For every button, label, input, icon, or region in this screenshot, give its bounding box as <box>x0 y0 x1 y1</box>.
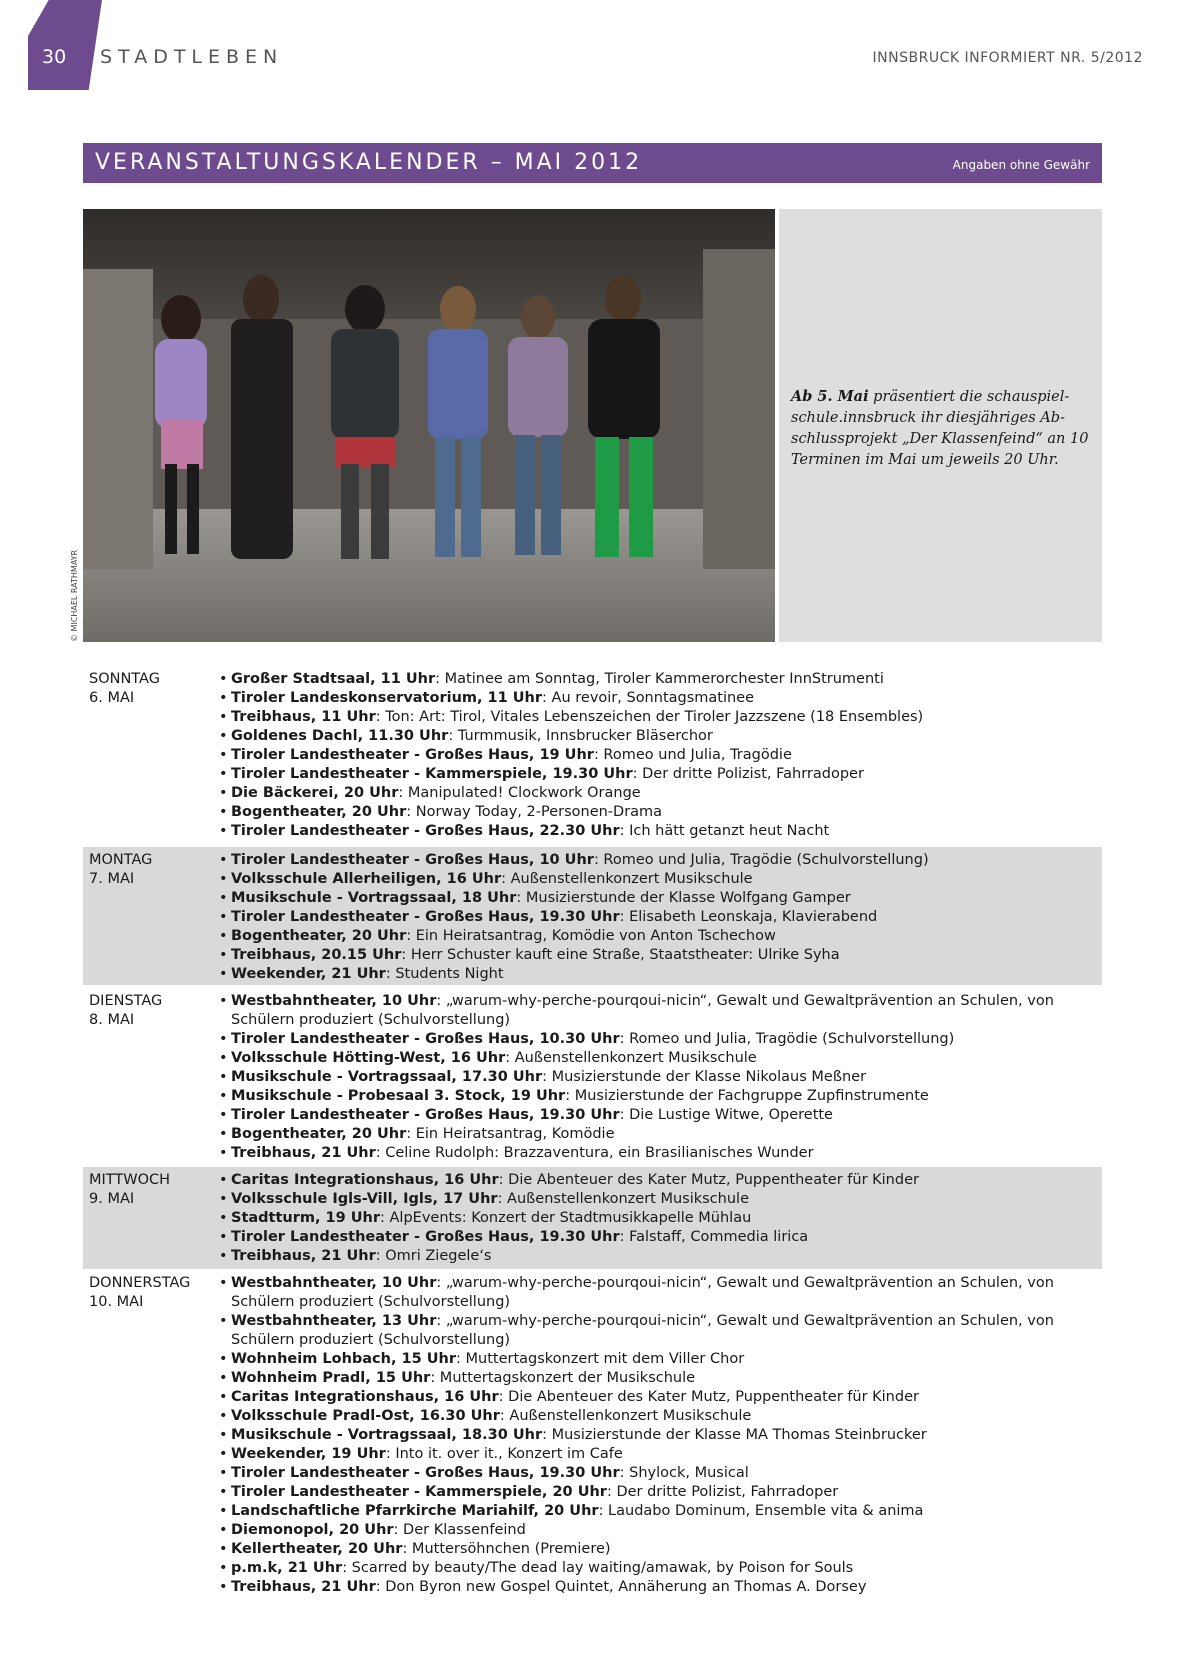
event-item <box>219 1445 1079 1464</box>
event-place: Volksschule Hötting-West, 16 Uhr <box>231 1050 506 1066</box>
event-desc: : Außenstellenkonzert Musikschule <box>501 871 753 887</box>
event-item <box>219 1144 1079 1163</box>
weekday: MITTWOCH <box>89 1172 171 1188</box>
day-label <box>89 1274 190 1312</box>
day-label <box>89 851 152 889</box>
event-desc: : Der dritte Polizist, Fahrradoper <box>606 1484 839 1500</box>
event-place: Die Bäckerei, 20 Uhr <box>231 785 399 801</box>
event-place: Tiroler Landestheater - Großes Haus, 19 Uhr <box>231 747 594 763</box>
event-item <box>219 1274 1079 1312</box>
event-place: Musikschule - Probesaal 3. Stock, 19 Uhr <box>231 1088 566 1104</box>
event-item <box>219 670 1079 689</box>
event-item <box>219 889 1079 908</box>
day-row-mittwoch <box>83 1167 1102 1269</box>
event-desc: : Muttertagskonzert mit dem Viller Chor <box>456 1351 745 1367</box>
event-place: Wohnheim Pradl, 15 Uhr <box>231 1370 431 1386</box>
photo-caption <box>791 386 1091 471</box>
event-desc: : Ich hätt getanzt heut Nacht <box>619 823 830 839</box>
event-item <box>219 870 1079 889</box>
event-place: Stadtturm, 19 Uhr <box>231 1210 381 1226</box>
page-number: 30 <box>42 46 67 68</box>
event-item <box>219 1247 1079 1266</box>
event-desc: : „warum-why-perche-pourqoui-nicin“, Gewalt und Gewaltprävention an Schulen, von Schülern produziert (Schulvorstellung) <box>231 1313 1054 1348</box>
date: 9. MAI <box>89 1191 135 1207</box>
event-item <box>219 992 1079 1030</box>
event-place: Tiroler Landestheater - Kammerspiele, 19.30 Uhr <box>231 766 633 782</box>
event-item <box>219 1407 1079 1426</box>
event-desc: : Romeo und Julia, Tragödie <box>593 747 792 763</box>
event-item <box>219 1030 1079 1049</box>
day-label <box>89 670 160 708</box>
event-place: Bogentheater, 20 Uhr <box>231 804 407 820</box>
group-photo-illustration <box>83 209 775 642</box>
event-list <box>219 851 1079 984</box>
event-item <box>219 822 1079 841</box>
event-place: p.m.k, 21 Uhr <box>231 1560 343 1576</box>
event-item <box>219 946 1079 965</box>
event-desc: : Elisabeth Leonskaja, Klavierabend <box>619 909 878 925</box>
event-item <box>219 1426 1079 1445</box>
event-desc: : Norway Today, 2-Personen-Drama <box>406 804 663 820</box>
event-desc: : Into it. over it., Konzert im Cafe <box>385 1446 623 1462</box>
event-place: Tiroler Landestheater - Kammerspiele, 20 Uhr <box>231 1484 607 1500</box>
event-place: Westbahntheater, 10 Uhr <box>231 1275 437 1291</box>
event-desc: : Die Abenteuer des Kater Mutz, Puppentheater für Kinder <box>498 1389 919 1405</box>
event-desc: : Musizierstunde der Klasse Wolfgang Gamper <box>516 890 851 906</box>
event-place: Treibhaus, 21 Uhr <box>231 1145 376 1161</box>
event-place: Treibhaus, 20.15 Uhr <box>231 947 402 963</box>
event-item <box>219 689 1079 708</box>
event-place: Treibhaus, 21 Uhr <box>231 1579 376 1595</box>
event-item <box>219 1521 1079 1540</box>
event-desc: : Außenstellenkonzert Musikschule <box>499 1408 752 1424</box>
event-desc: : Falstaff, Commedia lirica <box>619 1229 809 1245</box>
event-desc: : Ein Heiratsantrag, Komödie <box>406 1126 615 1142</box>
event-desc: : Die Lustige Witwe, Operette <box>619 1107 833 1123</box>
event-item <box>219 727 1079 746</box>
event-item <box>219 803 1079 822</box>
event-item <box>219 1228 1079 1247</box>
event-desc: : Students Night <box>385 966 504 982</box>
event-place: Wohnheim Lohbach, 15 Uhr <box>231 1351 457 1367</box>
event-desc: : Celine Rudolph: Brazzaventura, ein Brasilianisches Wunder <box>375 1145 814 1161</box>
event-item <box>219 1312 1079 1350</box>
event-desc: : Die Abenteuer des Kater Mutz, Puppentheater für Kinder <box>498 1172 919 1188</box>
event-item <box>219 1049 1079 1068</box>
event-place: Volksschule Allerheiligen, 16 Uhr <box>231 871 502 887</box>
event-item <box>219 965 1079 984</box>
event-place: Bogentheater, 20 Uhr <box>231 928 407 944</box>
event-place: Landschaftliche Pfarrkirche Mariahilf, 20 Uhr <box>231 1503 599 1519</box>
event-desc: : Shylock, Musical <box>619 1465 749 1481</box>
event-desc: : Au revoir, Sonntagsmatinee <box>542 690 755 706</box>
event-place: Tiroler Landestheater - Großes Haus, 19.30 Uhr <box>231 1229 620 1245</box>
event-place: Kellertheater, 20 Uhr <box>231 1541 403 1557</box>
event-desc: : Der dritte Polizist, Fahrradoper <box>632 766 864 782</box>
event-place: Musikschule - Vortragssaal, 17.30 Uhr <box>231 1069 543 1085</box>
event-item <box>219 784 1079 803</box>
event-item <box>219 1190 1079 1209</box>
event-place: Tiroler Landestheater - Großes Haus, 19.30 Uhr <box>231 1465 620 1481</box>
calendar-title: VERANSTALTUNGSKALENDER – MAI 2012 <box>95 150 643 175</box>
event-desc: : „warum-why-perche-pourqoui-nicin“, Gewalt und Gewaltprävention an Schulen, von Schülern produziert (Schulvorstellung) <box>231 1275 1054 1310</box>
event-desc: : Turmmusik, Innsbrucker Bläserchor <box>448 728 713 744</box>
caption-text: präsentiert die schauspiel-schule.innsbruck ihr diesjähriges Ab-schlussprojekt „Der Klassenfeind“ an 10 Terminen im Mai um jeweils 20 Uhr. <box>791 389 1089 468</box>
event-item <box>219 708 1079 727</box>
photo-credit: © MICHAEL RATHMAYR <box>70 549 79 642</box>
event-place: Caritas Integrationshaus, 16 Uhr <box>231 1389 499 1405</box>
event-item <box>219 1171 1079 1190</box>
event-desc: : Don Byron new Gospel Quintet, Annäherung an Thomas A. Dorsey <box>375 1579 867 1595</box>
event-place: Treibhaus, 11 Uhr <box>231 709 376 725</box>
event-item <box>219 1483 1079 1502</box>
event-desc: : Außenstellenkonzert Musikschule <box>497 1191 749 1207</box>
event-desc: : AlpEvents: Konzert der Stadtmusikkapelle Mühlau <box>380 1210 752 1226</box>
event-place: Tiroler Landestheater - Großes Haus, 22.30 Uhr <box>231 823 620 839</box>
event-item <box>219 1106 1079 1125</box>
event-item <box>219 1125 1079 1144</box>
event-desc: : Ton: Art: Tirol, Vitales Lebenszeichen der Tiroler Jazzszene (18 Ensembles) <box>375 709 924 725</box>
event-place: Tiroler Landestheater - Großes Haus, 10.30 Uhr <box>231 1031 620 1047</box>
event-item <box>219 1578 1079 1597</box>
event-list <box>219 1274 1079 1597</box>
event-item <box>219 1350 1079 1369</box>
event-desc: : Matinee am Sonntag, Tiroler Kammerorchester InnStrumenti <box>435 671 884 687</box>
event-item <box>219 1559 1079 1578</box>
event-place: Goldenes Dachl, 11.30 Uhr <box>231 728 449 744</box>
event-desc: : Manipulated! Clockwork Orange <box>398 785 641 801</box>
disclaimer-note: Angaben ohne Gewähr <box>952 158 1090 172</box>
date: 10. MAI <box>89 1294 144 1310</box>
section-title: STADTLEBEN <box>100 46 284 68</box>
event-place: Musikschule - Vortragssaal, 18 Uhr <box>231 890 517 906</box>
event-place: Musikschule - Vortragssaal, 18.30 Uhr <box>231 1427 543 1443</box>
date: 8. MAI <box>89 1012 135 1028</box>
event-place: Großer Stadtsaal, 11 Uhr <box>231 671 436 687</box>
event-desc: : Ein Heiratsantrag, Komödie von Anton Tschechow <box>406 928 776 944</box>
event-desc: : Musizierstunde der Fachgruppe Zupfinstrumente <box>565 1088 929 1104</box>
event-item <box>219 1502 1079 1521</box>
event-item <box>219 746 1079 765</box>
event-desc: : Omri Ziegele‘s <box>375 1248 492 1264</box>
event-desc: : Herr Schuster kauft eine Straße, Staatstheater: Ulrike Syha <box>401 947 840 963</box>
event-item <box>219 1068 1079 1087</box>
event-desc: : Musizierstunde der Klasse Nikolaus Meßner <box>542 1069 867 1085</box>
event-desc: : Romeo und Julia, Tragödie (Schulvorstellung) <box>619 1031 955 1047</box>
event-place: Bogentheater, 20 Uhr <box>231 1126 407 1142</box>
event-desc: : Muttertagskonzert der Musikschule <box>430 1370 696 1386</box>
event-desc: : „warum-why-perche-pourqoui-nicin“, Gewalt und Gewaltprävention an Schulen, von Schülern produziert (Schulvorstellung) <box>231 993 1054 1028</box>
event-place: Diemonopol, 20 Uhr <box>231 1522 394 1538</box>
event-place: Westbahntheater, 10 Uhr <box>231 993 437 1009</box>
event-item <box>219 1464 1079 1483</box>
event-place: Volksschule Pradl-Ost, 16.30 Uhr <box>231 1408 500 1424</box>
event-item <box>219 851 1079 870</box>
day-label <box>89 1171 170 1209</box>
day-row-donnerstag <box>83 1274 1102 1620</box>
day-row-montag <box>83 847 1102 985</box>
event-desc: : Musizierstunde der Klasse MA Thomas Steinbrucker <box>542 1427 927 1443</box>
event-item <box>219 1388 1079 1407</box>
event-place: Treibhaus, 21 Uhr <box>231 1248 376 1264</box>
event-item <box>219 1369 1079 1388</box>
issue-label: INNSBRUCK INFORMIERT NR. 5/2012 <box>872 50 1143 66</box>
event-item <box>219 765 1079 784</box>
day-row-dienstag <box>83 992 1102 1164</box>
event-item <box>219 1209 1079 1228</box>
weekday: DIENSTAG <box>89 993 163 1009</box>
group-photo <box>83 209 775 642</box>
day-label <box>89 992 162 1030</box>
weekday: DONNERSTAG <box>89 1275 191 1291</box>
event-place: Volksschule Igls-Vill, Igls, 17 Uhr <box>231 1191 498 1207</box>
page-number-tab <box>28 0 102 90</box>
event-desc: : Laudabo Dominum, Ensemble vita & anima <box>598 1503 924 1519</box>
event-place: Tiroler Landestheater - Großes Haus, 19.30 Uhr <box>231 1107 620 1123</box>
event-place: Tiroler Landestheater - Großes Haus, 19.30 Uhr <box>231 909 620 925</box>
event-desc: : Außenstellenkonzert Musikschule <box>505 1050 757 1066</box>
date: 7. MAI <box>89 871 135 887</box>
event-item <box>219 1087 1079 1106</box>
event-item <box>219 908 1079 927</box>
event-place: Tiroler Landestheater - Großes Haus, 10 Uhr <box>231 852 594 868</box>
event-item <box>219 927 1079 946</box>
event-place: Westbahntheater, 13 Uhr <box>231 1313 437 1329</box>
caption-box <box>779 209 1102 642</box>
date: 6. MAI <box>89 690 135 706</box>
event-desc: : Scarred by beauty/The dead lay waiting/amawak, by Poison for Souls <box>342 1560 854 1576</box>
calendar-banner <box>83 143 1102 183</box>
event-desc: : Romeo und Julia, Tragödie (Schulvorstellung) <box>593 852 929 868</box>
event-item <box>219 1540 1079 1559</box>
day-row-sonntag <box>83 670 1102 842</box>
event-desc: : Muttersöhnchen (Premiere) <box>402 1541 611 1557</box>
event-place: Weekender, 21 Uhr <box>231 966 386 982</box>
caption-lead: Ab 5. Mai <box>791 388 869 405</box>
event-list <box>219 992 1079 1163</box>
event-place: Tiroler Landeskonservatorium, 11 Uhr <box>231 690 543 706</box>
weekday: SONNTAG <box>89 671 160 687</box>
event-place: Weekender, 19 Uhr <box>231 1446 386 1462</box>
event-list <box>219 1171 1079 1266</box>
event-desc: : Der Klassenfeind <box>393 1522 526 1538</box>
event-place: Caritas Integrationshaus, 16 Uhr <box>231 1172 499 1188</box>
event-list <box>219 670 1079 841</box>
weekday: MONTAG <box>89 852 153 868</box>
